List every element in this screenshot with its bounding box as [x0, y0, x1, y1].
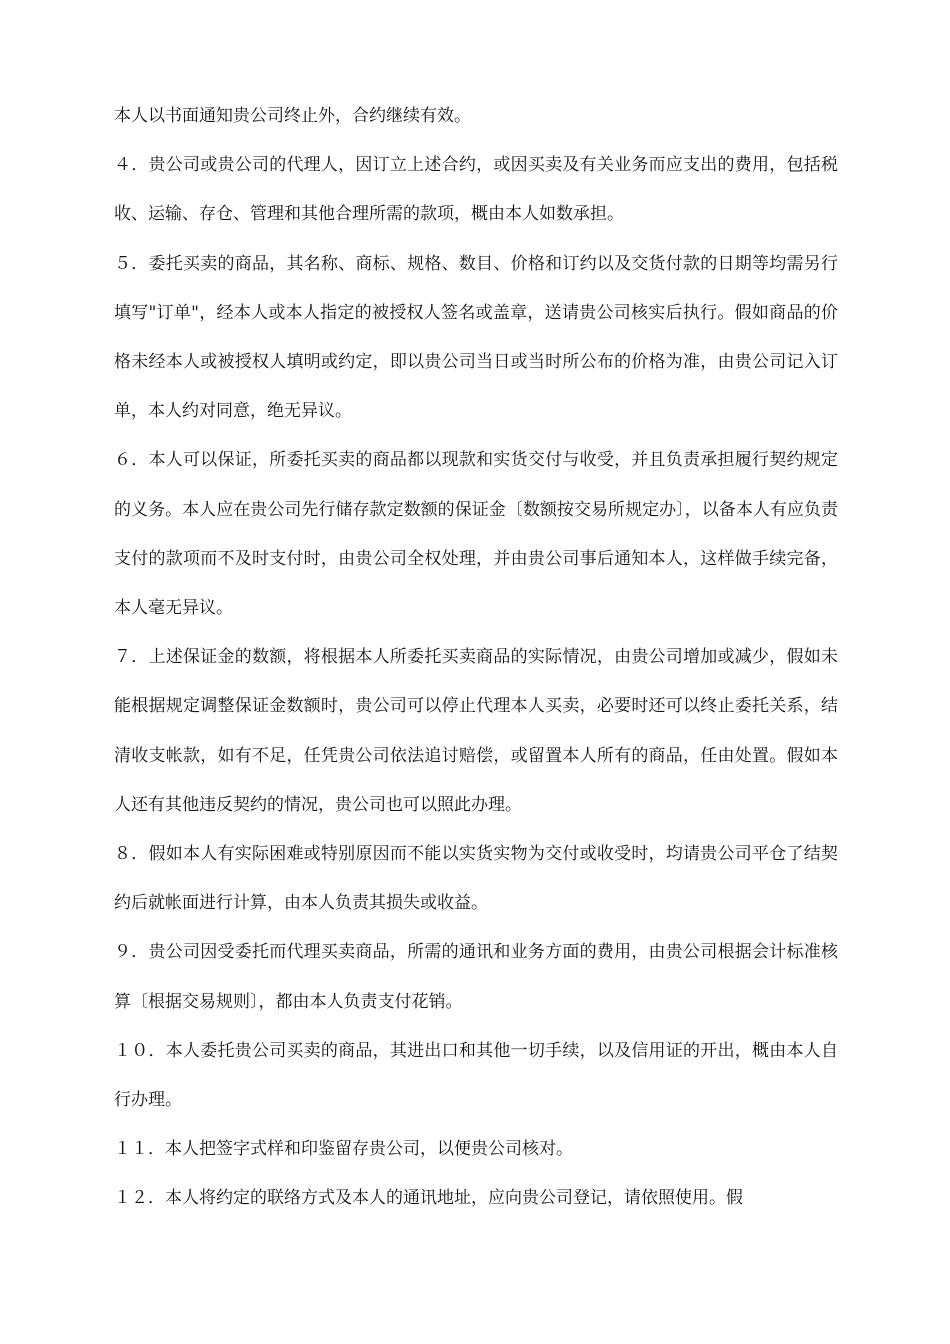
clause-5: ５．委托买卖的商品，其名称、商标、规格、数目、价格和订约以及交货付款的日期等均需另行填写"订单"，经本人或本人指定的被授权人签名或盖章，送请贵公司核实后执行。假如商品的价格未经本人或被授权人填明或约定，即以贵公司当日或当时所公布的价格为准，由贵公司记入订单，本人约对同意，绝无异议。 — [114, 253, 838, 422]
clause-6: ６．本人可以保证，所委托买卖的商品都以现款和实货交付与收受，并且负责承担履行契约规定的义务。本人应在贵公司先行储存款定数额的保证金〔数额按交易所规定办〕，以备本人有应负责支付的款项而不及时支付时，由贵公司全权处理，并由贵公司事后通知本人，这样做手续完备，本人毫无异议。 — [114, 450, 838, 619]
clause-12: １２．本人将约定的联络方式及本人的通讯地址，应向贵公司登记，请依照使用。假 — [114, 1188, 743, 1209]
clause-9: ９．贵公司因受委托而代理买卖商品，所需的通讯和业务方面的费用，由贵公司根据会计标准核算〔根据交易规则〕，都由本人负责支付花销。 — [114, 942, 838, 1012]
clause-11: １１．本人把签字式样和印鉴留存贵公司，以便贵公司核对。 — [114, 1139, 573, 1160]
clause-4: ４．贵公司或贵公司的代理人，因订立上述合约，或因买卖及有关业务而应支出的费用，包括税收、运输、存仓、管理和其他合理所需的款项，概由本人如数承担。 — [114, 155, 838, 225]
paragraph-continuation: 本人以书面通知贵公司终止外，合约继续有效。 — [114, 106, 471, 126]
clause-10: １０．本人委托贵公司买卖的商品，其进出口和其他一切手续，以及信用证的开出，概由本人自行办理。 — [114, 1040, 838, 1111]
clause-8: ８．假如本人有实际困难或特别原因而不能以实货实物为交付或收受时，均请贵公司平仓了结契约后就帐面进行计算，由本人负责其损失或收益。 — [114, 844, 838, 914]
document-body — [114, 92, 838, 1224]
clause-7: ７．上述保证金的数额，将根据本人所委托买卖商品的实际情况，由贵公司增加或减少，假如未能根据规定调整保证金数额时，贵公司可以停止代理本人买卖，必要时还可以终止委托关系，结清收支帐款，如有不足，任凭贵公司依法追讨赔偿，或留置本人所有的商品，任由处置。假如本人还有其他违反契约的情况，贵公司也可以照此办理。 — [114, 647, 838, 815]
